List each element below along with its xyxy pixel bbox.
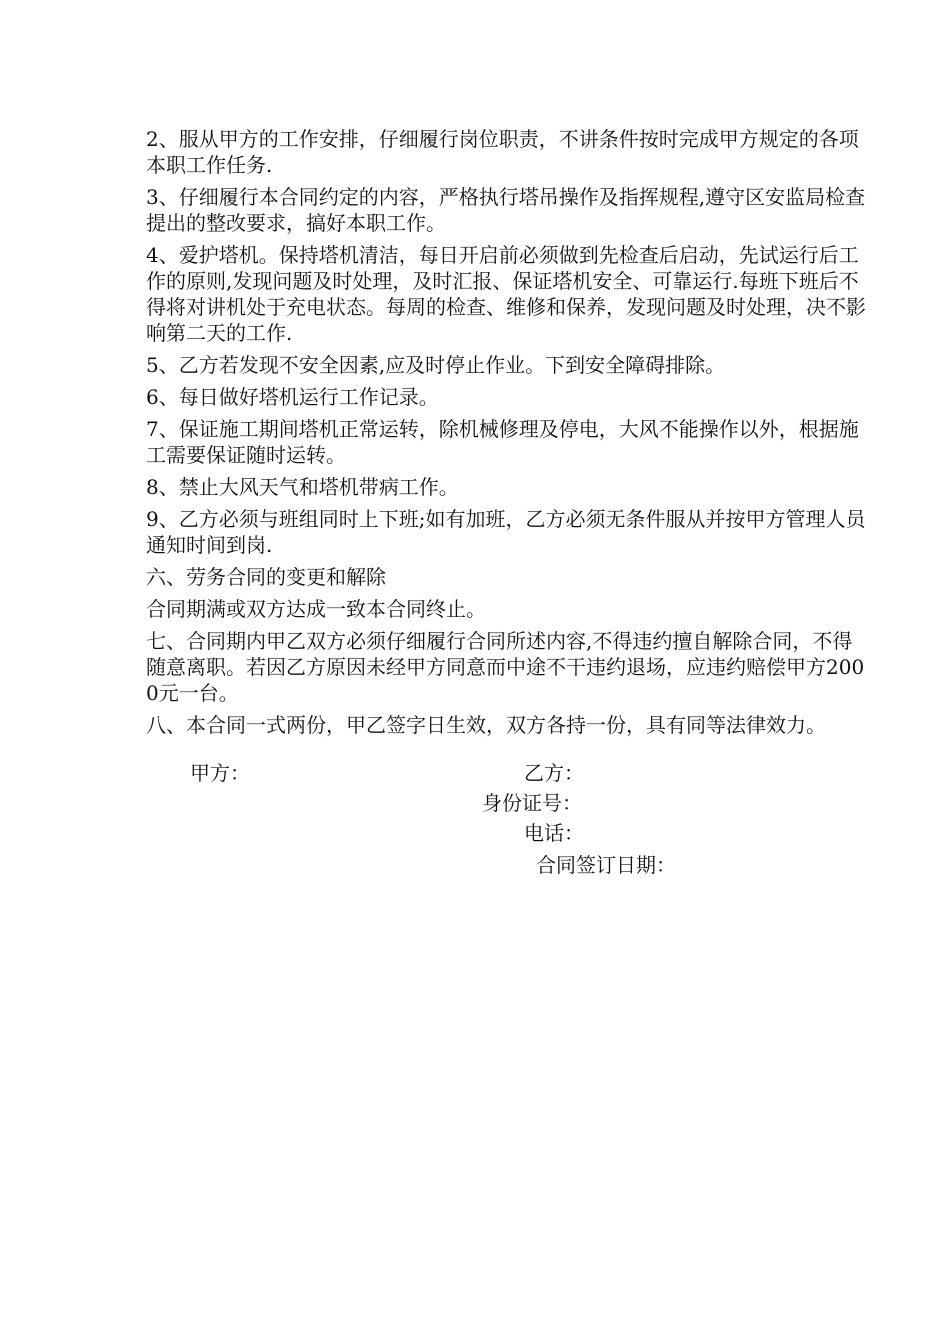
section-8-text: 八、本合同一式两份，甲乙签字日生效，双方各持一份，具有同等法律效力。 (146, 713, 826, 737)
clause-5: 5、乙方若发现不安全因素,应及时停止作业。下到安全障碍排除。 (146, 353, 726, 377)
clause-3: 3、仔细履行本合同约定的内容，严格执行塔吊操作及指挥规程,遵守区安监局检查提出的整改要求，搞好本职工作。 (146, 185, 866, 235)
clause-2: 2、服从甲方的工作安排，仔细履行岗位职责，不讲条件按时完成甲方规定的各项本职工作任务. (146, 127, 859, 177)
clause-8: 8、禁止大风天气和塔机带病工作。 (146, 475, 459, 499)
section-6-text: 合同期满或双方达成一致本合同终止。 (146, 597, 486, 621)
party-b-label: 乙方： (524, 761, 584, 785)
section-6-heading: 六、劳务合同的变更和解除 (146, 565, 386, 589)
clause-7: 7、保证施工期间塔机正常运转，除机械修理及停电，大风不能操作以外，根据施工需要保证随时运转。 (146, 417, 859, 467)
clause-9: 9、乙方必须与班组同时上下班;如有加班，乙方必须无条件服从并按甲方管理人员通知时间到岗. (146, 507, 866, 557)
section-7-text: 七、合同期内甲乙双方必须仔细履行合同所述内容,不得违约擅自解除合同，不得随意离职。若因乙方原因未经甲方同意而中途不干违约退场，应违约赔偿甲方2000元一台。 (146, 629, 865, 705)
sign-date-label: 合同签订日期： (536, 853, 676, 877)
clause-6: 6、每日做好塔机运行工作记录。 (146, 385, 439, 409)
clause-4: 4、爱护塔机。保持塔机清洁，每日开启前必须做到先检查后启动，先试运行后工作的原则,发现问题及时处理，及时汇报、保证塔机安全、可靠运行.每班下班后不得将对讲机处于充电状态。每周的检查、维修和保养，发现问题及时处理，决不影响第二天的工作. (146, 243, 866, 345)
contract-body (146, 126, 866, 744)
phone-label: 电话： (524, 821, 584, 845)
party-a-label: 甲方： (190, 761, 250, 785)
id-number-label: 身份证号： (482, 791, 582, 815)
